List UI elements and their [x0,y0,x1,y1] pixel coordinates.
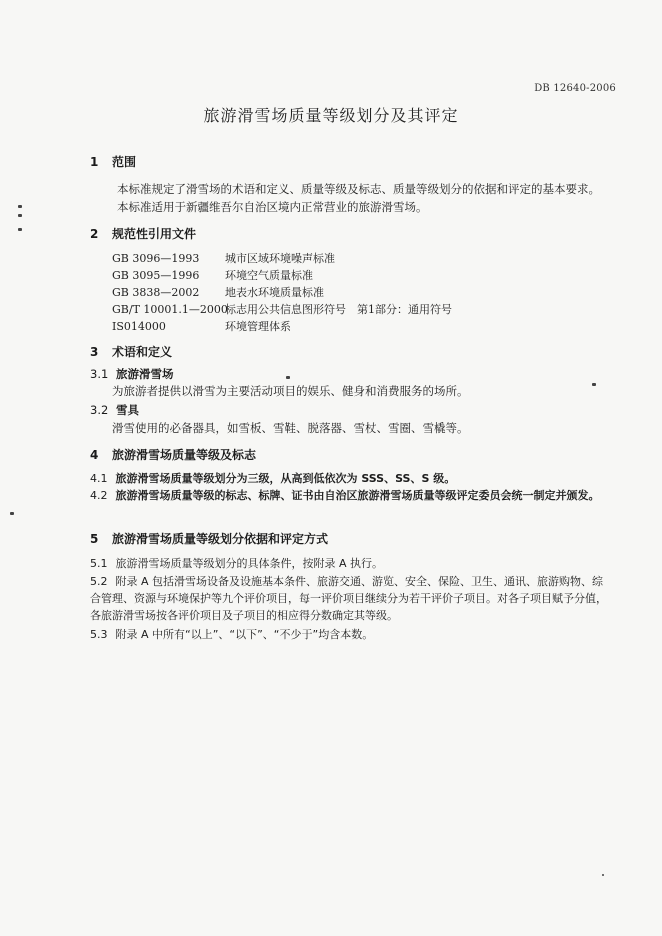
scan-mark [18,205,22,208]
section-title: 规范性引用文件 [112,227,197,241]
term-number: 3.1 [90,367,109,381]
section-title: 旅游滑雪场质量等级划分依据和评定方式 [112,532,329,546]
clause-number: 4.2 [90,489,108,502]
section-number: 3 [90,345,99,359]
section-5-heading [90,530,328,547]
term-3-1-definition: 为旅游者提供以滑雪为主要活动项目的娱乐、健身和消费服务的场所。 [112,384,469,398]
clause-number: 5.1 [90,557,108,570]
section-number: 5 [90,532,99,546]
clause-4-2 [90,487,610,504]
clause-text: 旅游滑雪场质量等级的标志、标牌、证书由自治区旅游滑雪场质量等级评定委员会统一制定并颁发。 [115,489,600,502]
reference-name: 城市区域环境噪声标准 [225,252,335,265]
reference-code: GB 3838—2002 [112,286,200,299]
section-number: 2 [90,227,99,241]
scan-mark [18,214,22,217]
section-title: 范围 [112,155,137,169]
clause-text: 附录 A 中所有“以上”、“以下”、“不少于”均含本数。 [115,628,374,641]
section-3-heading [90,343,172,360]
section-2-heading [90,225,196,242]
reference-name: 地表水环境质量标准 [225,286,324,299]
reference-name: 环境管理体系 [225,320,291,333]
clause-text: 旅游滑雪场质量等级划分为三级，从高到低依次为 SSS、SS、S 级。 [115,472,456,485]
scope-paragraph-1: 本标准规定了滑雪场的术语和定义、质量等级及标志、质量等级划分的依据和评定的基本要求。 [117,182,600,196]
clause-number: 5.2 [90,575,108,588]
clause-text: 旅游滑雪场质量等级划分的具体条件，按附录 A 执行。 [115,557,384,570]
clause-5-1 [90,555,610,572]
reference-row [112,301,452,317]
clause-4-1 [90,470,610,487]
document-code: DB 12640-2006 [534,83,616,94]
section-title: 术语和定义 [112,345,173,359]
reference-name: 标志用公共信息图形符号 第1部分：通用符号 [225,303,452,316]
scan-mark [10,512,14,515]
term-3-1-heading [90,366,174,382]
scan-mark [602,874,604,876]
section-number: 4 [90,448,99,462]
scan-mark [286,376,290,379]
reference-code: GB 3096—1993 [112,252,200,265]
reference-code: GB/T 10001.1—2000 [112,303,228,316]
term-3-2-heading [90,402,139,418]
term-title: 雪具 [116,403,139,417]
clause-number: 4.1 [90,472,108,485]
section-title: 旅游滑雪场质量等级及标志 [112,448,257,462]
reference-name: 环境空气质量标准 [225,269,313,282]
section-1-heading [90,153,136,170]
scope-paragraph-2: 本标准适用于新疆维吾尔自治区境内正常营业的旅游滑雪场。 [117,200,428,214]
reference-row [112,250,335,266]
term-3-2-definition: 滑雪使用的必备器具，如雪板、雪鞋、脱落器、雪杖、雪圈、雪橇等。 [112,421,469,435]
scan-mark [18,228,22,231]
document-title: 旅游滑雪场质量等级划分及其评定 [203,106,459,125]
term-number: 3.2 [90,403,109,417]
section-4-heading [90,446,256,463]
reference-code: GB 3095—1996 [112,269,200,282]
clause-text: 附录 A 包括滑雪场设备及设施基本条件、旅游交通、游览、安全、保险、卫生、通讯、旅游购物、综合管理、资源与环境保护等九个评价项目，每一评价项目继续分为若干评价子项目。对各子项目赋予分值，各旅游滑雪场按各评价项目及子项目的相应得分数确定其等级。 [90,575,607,622]
clause-5-2 [90,573,610,624]
term-title: 旅游滑雪场 [116,367,174,381]
reference-row [112,284,324,300]
section-number: 1 [90,155,99,169]
clause-5-3 [90,626,610,643]
reference-row [112,267,313,283]
reference-code: IS014000 [112,320,166,333]
reference-row [112,318,291,334]
scan-mark [592,383,596,386]
clause-number: 5.3 [90,628,108,641]
